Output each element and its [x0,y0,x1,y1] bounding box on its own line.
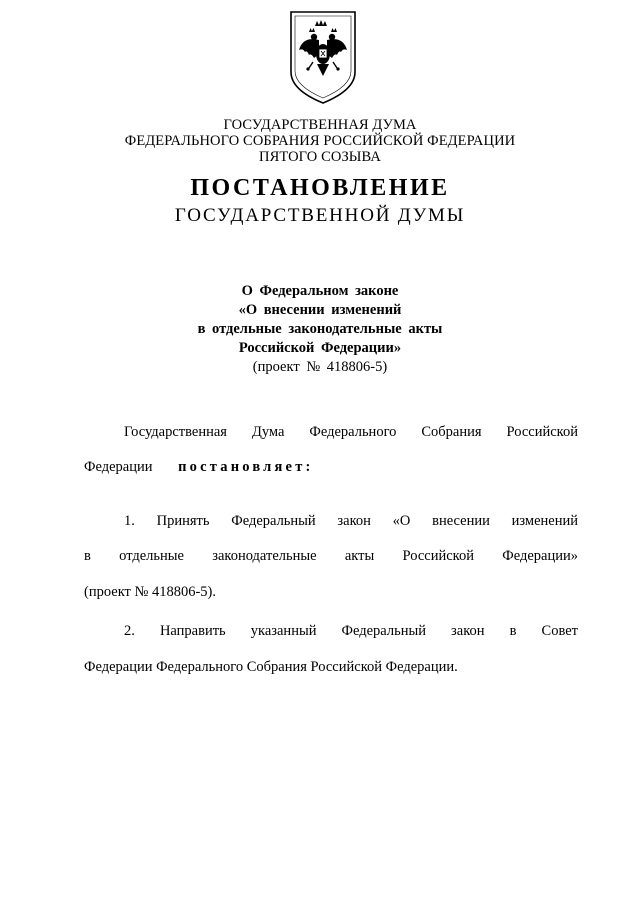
org-line-2: ФЕДЕРАЛЬНОГО СОБРАНИЯ РОССИЙСКОЙ ФЕДЕРАЦИИ [124,133,516,149]
subject-line-2: «О внесении изменений [238,302,402,318]
org-line-3: ПЯТОГО СОЗЫВА [259,149,381,165]
org-line-1: ГОСУДАРСТВЕННАЯ ДУМА [223,117,417,133]
document-subject [0,282,640,377]
subject-line-1: О Федеральном законе [241,283,399,299]
subject-line-3: в отдельные законодательные акты [197,321,443,337]
item-1-line-1: 1. Принять Федеральный закон «О внесении изменений [124,513,578,529]
coat-of-arms-icon [289,10,357,105]
document-issuer-title: ГОСУДАРСТВЕННОЙ ДУМЫ [174,205,466,226]
preamble-line-2 [84,458,578,476]
item-1-line-2: в отдельные законодательные акты Российской Федерации» [84,548,578,564]
item-2-line-1: 2. Направить указанный Федеральный закон в Совет [124,623,578,639]
preamble-line-2-start: Федерации [84,459,153,475]
item-2-line-2: Федерации Федерального Собрания Российской Федерации. [84,659,458,675]
preamble-line-1: Государственная Дума Федерального Собрания Российской [124,424,578,440]
subject-line-5: (проект № 418806-5) [252,359,388,375]
item-1-line-3: (проект № 418806-5). [84,584,217,600]
coat-of-arms-emblem [289,10,357,105]
document-type-title: ПОСТАНОВЛЕНИЕ [190,175,450,201]
preamble-verb: постановляет: [178,459,314,475]
parliament-heading [0,117,640,165]
subject-line-4: Российской Федерации» [238,340,402,356]
